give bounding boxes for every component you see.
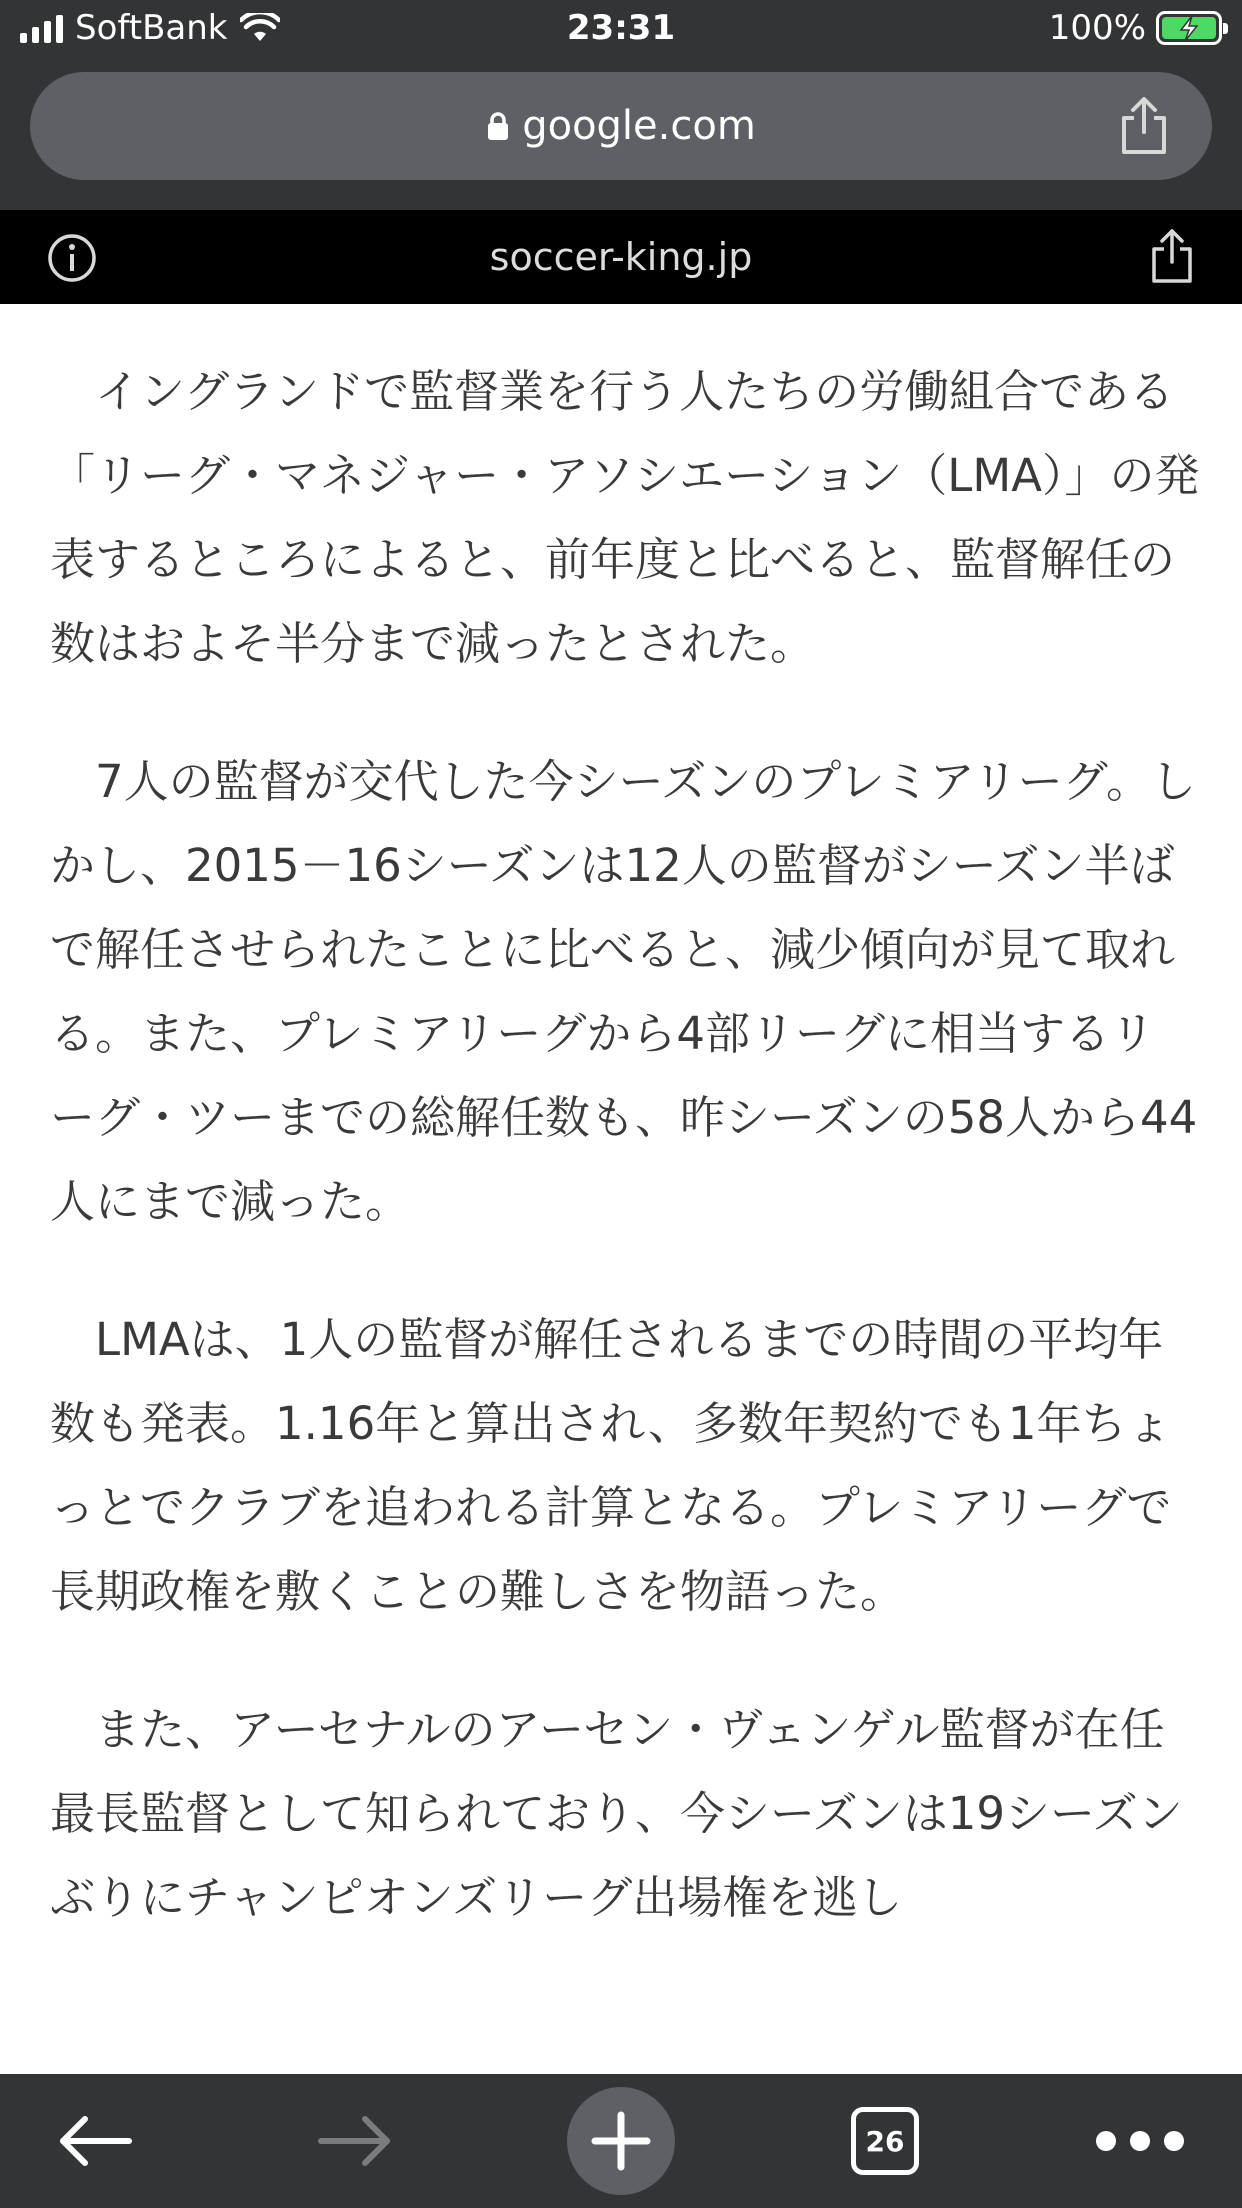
carrier-name: SoftBank (75, 8, 228, 48)
forward-button[interactable] (300, 2074, 410, 2208)
battery-icon (1156, 11, 1222, 45)
tab-switcher-button[interactable] (840, 2074, 930, 2208)
battery-percent: 100% (1048, 8, 1146, 48)
status-time: 23:31 (566, 8, 676, 48)
address-bar[interactable] (30, 72, 1212, 180)
plus-icon (591, 2111, 651, 2171)
tab-count-badge: 26 (851, 2107, 919, 2175)
url-area (0, 62, 1242, 210)
more-dots-icon (1096, 2131, 1116, 2151)
charging-bolt-icon (1159, 14, 1219, 42)
bottom-toolbar (0, 2074, 1242, 2208)
back-button[interactable] (40, 2074, 150, 2208)
back-arrow-icon (55, 2111, 135, 2171)
new-tab-button[interactable] (565, 2074, 677, 2208)
article-paragraph: 7人の監督が交代した今シーズンのプレミアリーグ。しかし、2015－16シーズンは12人の監督がシーズン半ばで解任させられたことに比べると、減少傾向が見て取れる。また、プレミアリーグから4部リーグに相当するリーグ・ツーまでの総解任数も、昨シーズンの58人から44人にまで減った。 (50, 755, 1198, 1228)
forward-arrow-icon (315, 2111, 395, 2171)
article-paragraph: また、アーセナルのアーセン・ヴェンゲル監督が在任最長監督として知られており、今シーズンは19シーズンぶりにチャンピオンズリーグ出場権を逃し (50, 1703, 1183, 1924)
share-icon[interactable] (1150, 228, 1194, 284)
amp-domain[interactable]: soccer-king.jp (489, 235, 753, 279)
article-paragraph: イングランドで監督業を行う人たちの労働組合である「リーグ・マネジャー・アソシエーション（LMA）」の発表するところによると、前年度と比べると、監督解任の数はおよそ半分まで減ったとされた。 (50, 365, 1200, 670)
new-tab-circle (567, 2087, 675, 2195)
url-domain: google.com (522, 103, 756, 149)
more-menu-button[interactable] (1075, 2074, 1205, 2208)
status-right (1049, 8, 1222, 48)
article-paragraph: LMAは、1人の監督が解任されるまでの時間の平均年数も発表。1.16年と算出され、多数年契約でも1年ちょっとでクラブを追われる計算となる。プレミアリーグで長期政権を敷くことの難しさを物語った。 (50, 1313, 1172, 1618)
lock-icon (486, 111, 510, 141)
amp-header (0, 210, 1242, 304)
url-display[interactable] (30, 72, 1212, 180)
share-icon[interactable] (1116, 96, 1172, 156)
status-bar (0, 0, 1242, 62)
article-body (50, 350, 1200, 1994)
